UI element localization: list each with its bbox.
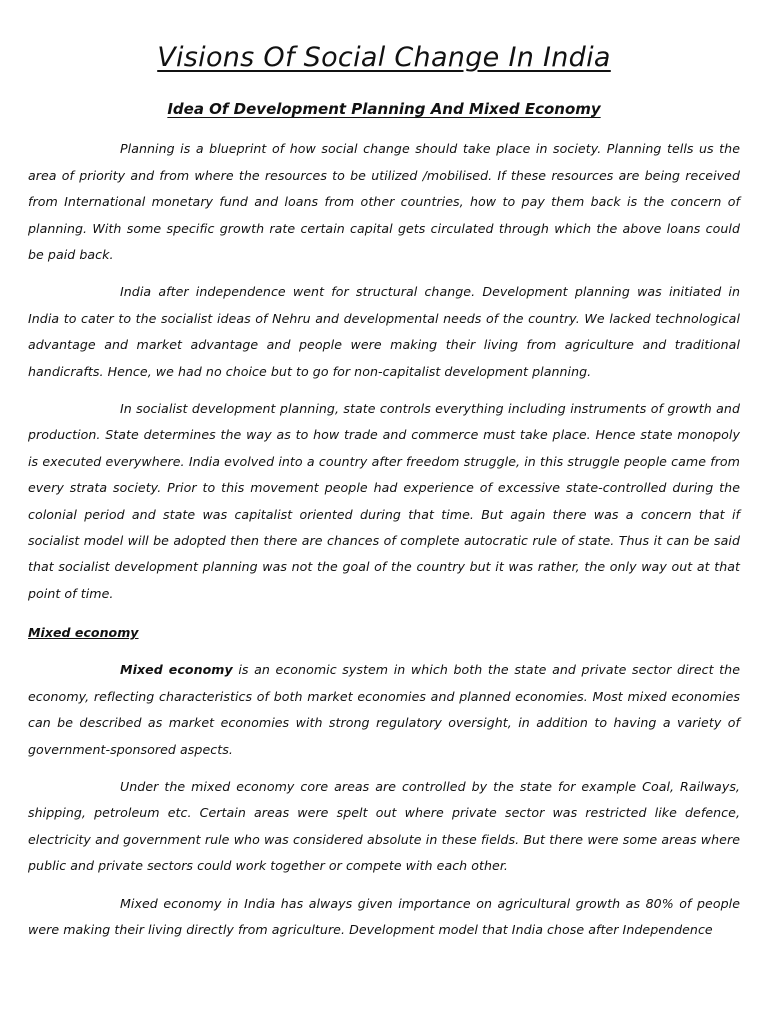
paragraph-independence: India after independence went for structural change. Development planning was initiated in India to cater to the socialist ideas of Nehru and developmental needs of the country. We lacked technological advantage and market advantage and people were making their living from agriculture and traditional handicrafts. Hence, we had no choice but to go for non-capitalist development planning. — [28, 284, 740, 379]
document-title: Visions Of Social Change In India — [157, 42, 611, 73]
paragraph-socialist-planning: In socialist development planning, state controls everything including instruments of growth and production. State determines the way as to how trade and commerce must take place. Hence state monopoly is executed everywhere. India evolved into a country after freedom struggle, in this struggle people came from every strata society. Prior to this movement people had experience of excessive state-controlled during the colonial period and state was capitalist oriented during that time. But again there was a concern that if socialist model will be adopted then there are chances of complete autocratic rule of state. Thus it can be said that socialist development planning was not the goal of the country but it was rather, the only way out at that point of time. — [28, 401, 740, 601]
paragraph-mixed-economy-definition — [28, 657, 740, 763]
paragraph-agriculture: Mixed economy in India has always given importance on agricultural growth as 80% of people were making their living directly from agriculture. Development model that India chose after Independence — [28, 895, 740, 937]
document-subtitle: Idea Of Development Planning And Mixed Economy — [167, 100, 601, 119]
definition-text: is an economic system in which both the state and private sector direct the economy, reflecting characteristics of both market economies and planned economies. Most mixed economies can be described as market economies with strong regulatory oversight, in addition to having a variety of government-sponsored aspects. — [28, 662, 741, 757]
section-heading-mixed-economy: Mixed economy — [28, 625, 139, 641]
bold-term: Mixed economy — [120, 662, 233, 678]
paragraph-core-areas: Under the mixed economy core areas are controlled by the state for example Coal, Railways, shipping, petroleum etc. Certain areas were spelt out where private sector was restricted like defence, electricity and government rule who was considered absolute in these fields. But there were some areas where public and private sectors could work together or compete with each other. — [28, 778, 740, 874]
paragraph-planning: Planning is a blueprint of how social change should take place in society. Planning tells us the area of priority and from where the resources to be utilized /mobilised. If these resources are being received from International monetary fund and loans from other countries, how to pay them back is the concern of planning. With some specific growth rate certain capital gets circulated through which the above loans could be paid back. — [28, 141, 740, 263]
